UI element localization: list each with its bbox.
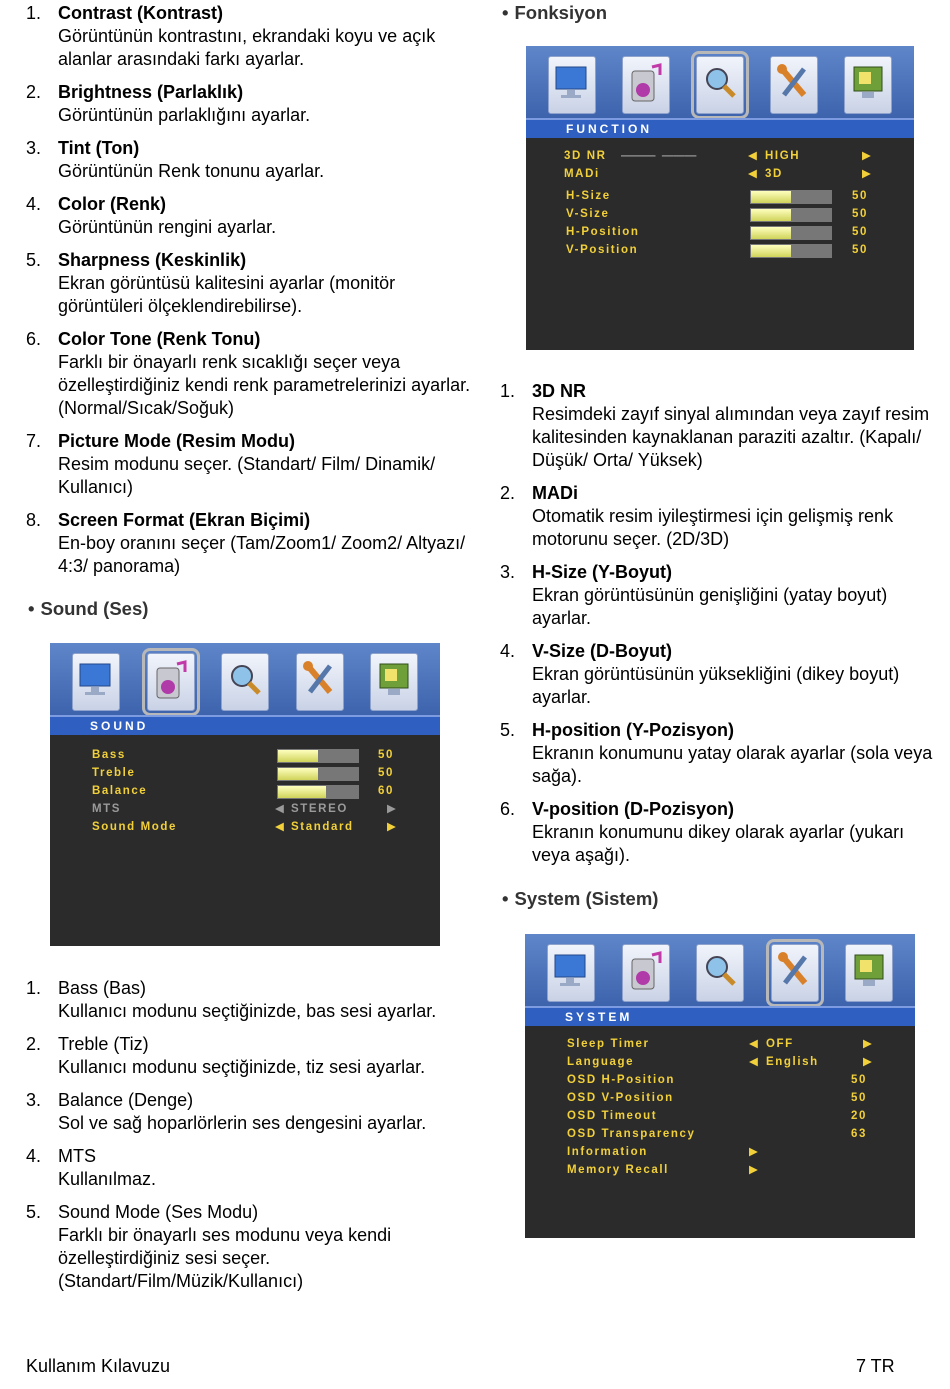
osd-right-arrow-icon[interactable]: ▶ <box>749 1146 760 1158</box>
function-item-3 <box>500 561 940 630</box>
function-item-1 <box>500 380 940 472</box>
function-item-6 <box>500 798 940 867</box>
item-desc: Kullanıcı modunu seçtiğinizde, bas sesi ayarlar. <box>58 1001 437 1021</box>
osd-row-v-size[interactable] <box>526 206 914 222</box>
sound-items-list <box>26 977 486 1293</box>
osd-right-arrow-icon[interactable]: ▶ <box>862 150 873 162</box>
item-title: Sharpness (Keskinlik) <box>58 250 247 270</box>
osd-row-label: OSD H-Position <box>567 1074 676 1086</box>
osd-row-option: Standard <box>291 821 354 833</box>
osd-row-3d-nr[interactable] <box>526 148 914 164</box>
item-desc: Ekran görüntüsünün genişliğini (yatay boyut) ayarlar. <box>532 585 888 628</box>
function-items-list <box>500 380 940 867</box>
item-title: Color Tone (Renk Tonu) <box>58 329 261 349</box>
function-magnifier-icon <box>696 944 744 1002</box>
osd-level-empty <box>326 786 358 798</box>
system-heading: • System (Sistem) <box>502 888 658 910</box>
osd-right-arrow-icon[interactable]: ▶ <box>862 168 873 180</box>
picture-item-2 <box>26 81 476 127</box>
osd-row-label: Memory Recall <box>567 1164 669 1176</box>
item-desc: Ekran görüntüsü kalitesini ayarlar (monitör görüntüleri ölçeklendirebilirse). <box>58 273 396 316</box>
footer-page-number: 7 TR <box>856 1356 895 1376</box>
item-title: V-position (D-Pozisyon) <box>532 799 734 819</box>
item-title: Screen Format (Ekran Biçimi) <box>58 510 311 530</box>
sound-item-4 <box>26 1145 486 1191</box>
osd-left-arrow-icon[interactable]: ◀ <box>275 803 286 815</box>
osd-row-label: OSD Transparency <box>567 1128 696 1140</box>
osd-row-sound-mode[interactable] <box>50 819 440 835</box>
item-number: 4. <box>26 194 42 214</box>
picture-items-list <box>26 2 476 578</box>
osd-right-arrow-icon[interactable]: ▶ <box>863 1056 874 1068</box>
osd-level-bar[interactable] <box>277 767 359 781</box>
osd-row-label: Language <box>567 1056 635 1068</box>
osd-row-label: Sound Mode <box>92 821 177 833</box>
osd-level-empty <box>791 245 831 257</box>
item-number: 1. <box>500 381 516 401</box>
osd-level-bar[interactable] <box>277 785 359 799</box>
osd-row-osd-v-position[interactable] <box>525 1090 915 1106</box>
osd-level-bar[interactable] <box>750 244 832 258</box>
item-desc: Görüntünün kontrastını, ekrandaki koyu ve açık alanlar arasındaki farkı ayarlar. <box>58 26 436 69</box>
item-number: 1. <box>26 978 42 998</box>
item-desc: Ekran görüntüsünün yüksekliğini (dikey boyut) ayarlar. <box>532 664 900 707</box>
item-number: 2. <box>26 1034 42 1054</box>
sound-heading: • Sound (Ses) <box>28 598 148 620</box>
osd-level-empty <box>318 768 358 780</box>
osd-function-menu <box>526 46 914 350</box>
osd-row-treble[interactable] <box>50 765 440 781</box>
osd-row-bass[interactable] <box>50 747 440 763</box>
footer-manual-title: Kullanım Kılavuzu <box>26 1356 171 1376</box>
osd-row-value: 50 <box>378 767 394 779</box>
osd-row-option: 3D <box>765 168 783 180</box>
item-title: Color (Renk) <box>58 194 166 214</box>
item-title: H-position (Y-Pozisyon) <box>532 720 734 740</box>
item-title: Bass (Bas) <box>58 978 147 998</box>
osd-row-information[interactable] <box>525 1144 915 1160</box>
system-tools-icon <box>296 653 344 711</box>
osd-row-option: OFF <box>766 1038 794 1050</box>
item-title: MADi <box>532 483 578 503</box>
function-item-2 <box>500 482 940 551</box>
osd-right-arrow-icon[interactable]: ▶ <box>749 1164 760 1176</box>
osd-row-osd-h-position[interactable] <box>525 1072 915 1088</box>
osd-title: FUNCTION <box>526 118 914 138</box>
osd-level-bar[interactable] <box>750 226 832 240</box>
osd-right-arrow-icon[interactable]: ▶ <box>387 803 398 815</box>
osd-right-arrow-icon[interactable]: ▶ <box>863 1038 874 1050</box>
item-number: 5. <box>26 250 42 270</box>
osd-system-menu <box>525 934 915 1238</box>
osd-row-value: 50 <box>852 190 868 202</box>
picture-item-3 <box>26 137 476 183</box>
function-magnifier-icon <box>221 653 269 711</box>
osd-row-h-size[interactable] <box>526 188 914 204</box>
item-number: 4. <box>500 641 516 661</box>
osd-left-arrow-icon[interactable]: ◀ <box>749 1038 760 1050</box>
osd-level-empty <box>791 209 831 221</box>
osd-row-value: 50 <box>852 208 868 220</box>
item-title: Brightness (Parlaklık) <box>58 82 244 102</box>
item-title: V-Size (D-Boyut) <box>532 641 673 661</box>
sound-item-1 <box>26 977 486 1023</box>
item-number: 3. <box>500 562 516 582</box>
sound-speaker-icon <box>622 944 670 1002</box>
osd-level-bar[interactable] <box>277 749 359 763</box>
osd-row-label: MADi <box>564 168 600 180</box>
system-tools-icon <box>771 944 819 1002</box>
osd-row-label: OSD V-Position <box>567 1092 674 1104</box>
item-title: Treble (Tiz) <box>58 1034 149 1054</box>
osd-row-label: Information <box>567 1146 648 1158</box>
osd-row-value: 60 <box>378 785 394 797</box>
input-monitor-icon <box>845 944 893 1002</box>
osd-title: SYSTEM <box>525 1006 915 1026</box>
item-number: 6. <box>26 329 42 349</box>
item-number: 1. <box>26 3 42 23</box>
item-title: Sound Mode (Ses Modu) <box>58 1202 259 1222</box>
item-number: 3. <box>26 138 42 158</box>
osd-row-label: Bass <box>92 749 126 761</box>
osd-row-option: English <box>766 1056 819 1068</box>
picture-item-5 <box>26 249 476 318</box>
item-number: 2. <box>500 483 516 503</box>
item-number: 2. <box>26 82 42 102</box>
item-number: 8. <box>26 510 42 530</box>
picture-monitor-icon <box>547 944 595 1002</box>
osd-body <box>50 735 440 946</box>
sound-item-5 <box>26 1201 486 1293</box>
item-desc: Ekranın konumunu dikey olarak ayarlar (yukarı veya aşağı). <box>532 822 905 865</box>
osd-row-label: OSD Timeout <box>567 1110 658 1122</box>
item-number: 6. <box>500 799 516 819</box>
osd-level-empty <box>318 750 358 762</box>
item-desc: Farklı bir önayarlı ses modunu veya kendi özelleştirdiğiniz sesi seçer. (Standart/Film/Müzik/Kullanıcı) <box>58 1225 392 1291</box>
osd-row-label: H-Position <box>566 226 640 238</box>
osd-row-value: 50 <box>851 1092 867 1104</box>
osd-left-arrow-icon[interactable]: ◀ <box>275 821 286 833</box>
picture-monitor-icon <box>72 653 120 711</box>
osd-sound-menu <box>50 643 440 946</box>
osd-row-sleep-timer[interactable] <box>525 1036 915 1052</box>
osd-row-value: 20 <box>851 1110 867 1122</box>
picture-item-8 <box>26 509 476 578</box>
osd-row-value: 50 <box>851 1074 867 1086</box>
osd-row-option: STEREO <box>291 803 348 815</box>
osd-level-bar[interactable] <box>750 190 832 204</box>
osd-row-label: MTS <box>92 803 122 815</box>
item-desc: Görüntünün parlaklığını ayarlar. <box>58 105 311 125</box>
osd-row-value: 50 <box>852 226 868 238</box>
osd-row-balance[interactable] <box>50 783 440 799</box>
osd-left-arrow-icon[interactable]: ◀ <box>749 1056 760 1068</box>
osd-row-label: Treble <box>92 767 136 779</box>
osd-row-value: 50 <box>852 244 868 256</box>
item-number: 5. <box>500 720 516 740</box>
item-number: 7. <box>26 431 42 451</box>
picture-item-7 <box>26 430 476 499</box>
osd-title: SOUND <box>50 715 440 735</box>
osd-row-h-position[interactable] <box>526 224 914 240</box>
sound-item-3 <box>26 1089 486 1135</box>
osd-row-value: 50 <box>378 749 394 761</box>
osd-row-madi[interactable] <box>526 166 914 182</box>
osd-row-label: H-Size <box>566 190 611 202</box>
item-title: H-Size (Y-Boyut) <box>532 562 673 582</box>
picture-item-6 <box>26 328 476 420</box>
osd-row-label: V-Position <box>566 244 639 256</box>
item-desc: Farklı bir önayarlı renk sıcaklığı seçer veya özelleştirdiğiniz kendi renk parametrelerinizi ayarlar. (Normal/Sıcak/Soğuk) <box>58 352 471 418</box>
item-desc: Ekranın konumunu yatay olarak ayarlar (sola veya sağa). <box>532 743 933 786</box>
osd-left-arrow-icon[interactable]: ◀ <box>748 168 759 180</box>
function-item-4 <box>500 640 940 709</box>
osd-row-label: 3D NR <box>564 150 607 162</box>
osd-icon-bar <box>50 643 440 715</box>
osd-row-language[interactable] <box>525 1054 915 1070</box>
osd-level-empty <box>791 227 831 239</box>
item-number: 4. <box>26 1146 42 1166</box>
item-number: 3. <box>26 1090 42 1110</box>
item-number: 5. <box>26 1202 42 1222</box>
sound-speaker-icon <box>147 653 195 711</box>
item-desc: Kullanılmaz. <box>58 1169 157 1189</box>
osd-row-osd-timeout[interactable] <box>525 1108 915 1124</box>
function-item-5 <box>500 719 940 788</box>
item-desc: Otomatik resim iyileştirmesi için gelişmiş renk motorunu seçer. (2D/3D) <box>532 506 894 549</box>
osd-level-bar[interactable] <box>750 208 832 222</box>
osd-level-empty <box>791 191 831 203</box>
item-desc: Görüntünün Renk tonunu ayarlar. <box>58 161 325 181</box>
osd-row-divider: ——— ——— <box>621 150 697 162</box>
item-title: 3D NR <box>532 381 587 401</box>
item-title: Balance (Denge) <box>58 1090 194 1110</box>
osd-row-label: V-Size <box>566 208 610 220</box>
input-monitor-icon <box>844 56 892 114</box>
osd-icon-bar <box>525 934 915 1006</box>
osd-row-value: 63 <box>851 1128 867 1140</box>
sound-item-2 <box>26 1033 486 1079</box>
osd-row-mts[interactable] <box>50 801 440 817</box>
osd-row-option: HIGH <box>765 150 801 162</box>
sound-speaker-icon <box>622 56 670 114</box>
osd-row-v-position[interactable] <box>526 242 914 258</box>
item-desc: Kullanıcı modunu seçtiğinizde, tiz sesi ayarlar. <box>58 1057 426 1077</box>
picture-item-4 <box>26 193 476 239</box>
item-title: Tint (Ton) <box>58 138 140 158</box>
osd-row-label: Sleep Timer <box>567 1038 650 1050</box>
osd-row-osd-transparency[interactable] <box>525 1126 915 1142</box>
item-desc: Resimdeki zayıf sinyal alımından veya zayıf resim kalitesinden kaynaklanan paraziti azaltır. (Kapalı/ Düşük/ Orta/ Yüksek) <box>532 404 930 470</box>
osd-icon-bar <box>526 46 914 118</box>
osd-left-arrow-icon[interactable]: ◀ <box>748 150 759 162</box>
item-title: Picture Mode (Resim Modu) <box>58 431 296 451</box>
function-magnifier-icon <box>696 56 744 114</box>
osd-row-memory-recall[interactable] <box>525 1162 915 1178</box>
osd-body <box>526 138 914 350</box>
input-monitor-icon <box>370 653 418 711</box>
system-tools-icon <box>770 56 818 114</box>
picture-item-1 <box>26 2 476 71</box>
picture-monitor-icon <box>548 56 596 114</box>
item-desc: Resim modunu seçer. (Standart/ Film/ Dinamik/ Kullanıcı) <box>58 454 436 497</box>
item-desc: Görüntünün rengini ayarlar. <box>58 217 277 237</box>
osd-row-label: Balance <box>92 785 148 797</box>
osd-right-arrow-icon[interactable]: ▶ <box>387 821 398 833</box>
item-desc: En-boy oranını seçer (Tam/Zoom1/ Zoom2/ Altyazı/ 4:3/ panorama) <box>58 533 466 576</box>
function-heading: • Fonksiyon <box>502 2 607 24</box>
item-title: Contrast (Kontrast) <box>58 3 223 23</box>
item-title: MTS <box>58 1146 96 1166</box>
osd-body <box>525 1026 915 1238</box>
item-desc: Sol ve sağ hoparlörlerin ses dengesini ayarlar. <box>58 1113 427 1133</box>
